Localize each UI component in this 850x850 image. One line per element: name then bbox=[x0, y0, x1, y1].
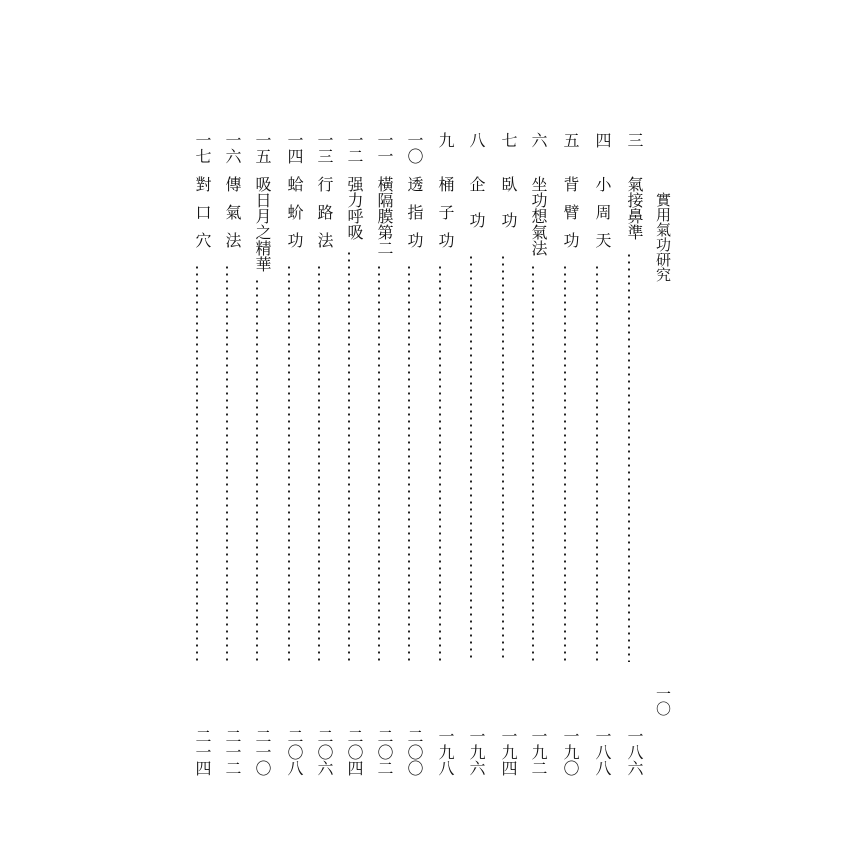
entry-page-number: 一八六 bbox=[625, 728, 644, 776]
entry-number: 一七 bbox=[193, 132, 212, 164]
dot-leader bbox=[532, 264, 534, 662]
entry-page-number: 一九〇 bbox=[561, 728, 580, 776]
toc-entry bbox=[427, 132, 453, 782]
entry-number: 四 bbox=[593, 132, 612, 148]
toc-entry bbox=[616, 132, 642, 782]
entry-number: 一六 bbox=[223, 132, 242, 164]
running-title: 實用氣功研究 bbox=[654, 192, 672, 282]
toc-entry bbox=[214, 132, 240, 782]
dot-leader bbox=[196, 264, 198, 662]
toc-entry bbox=[184, 132, 210, 782]
entry-number: 七 bbox=[499, 132, 518, 148]
toc-entry bbox=[396, 132, 422, 782]
entry-title: 坐功想氣法 bbox=[529, 176, 548, 256]
entry-number: 八 bbox=[467, 132, 486, 148]
toc-entry bbox=[276, 132, 302, 782]
entry-title: 傳氣法 bbox=[223, 176, 242, 260]
entry-page-number: 二〇〇 bbox=[405, 728, 424, 776]
entry-title: 蛤蚧功 bbox=[285, 176, 304, 260]
entry-page-number: 二〇四 bbox=[345, 728, 364, 776]
entry-title: 小周天 bbox=[593, 176, 612, 260]
dot-leader bbox=[408, 264, 410, 662]
entry-number: 一〇 bbox=[405, 132, 424, 164]
dot-leader bbox=[564, 264, 566, 662]
dot-leader bbox=[596, 264, 598, 662]
dot-leader bbox=[470, 254, 472, 662]
entry-number: 一三 bbox=[315, 132, 334, 164]
entry-page-number: 二一四 bbox=[193, 728, 212, 776]
toc-entry bbox=[490, 132, 516, 782]
entry-page-number: 一九八 bbox=[436, 728, 455, 776]
dot-leader bbox=[378, 264, 380, 662]
toc-entry bbox=[458, 132, 484, 782]
entry-title: 强力呼吸 bbox=[345, 176, 364, 240]
entry-number: 一五 bbox=[253, 132, 272, 164]
toc-entry bbox=[520, 132, 546, 782]
entry-title: 背臂功 bbox=[561, 176, 580, 260]
entry-title: 臥 功 bbox=[499, 176, 518, 230]
dot-leader bbox=[502, 254, 504, 662]
entry-title: 桶子功 bbox=[436, 176, 455, 260]
entry-page-number: 二一二 bbox=[223, 728, 242, 776]
entry-page-number: 一八八 bbox=[593, 728, 612, 776]
entry-title: 氣接鼻準 bbox=[625, 176, 644, 240]
dot-leader bbox=[348, 250, 350, 662]
toc-entry bbox=[306, 132, 332, 782]
entry-page-number: 一九六 bbox=[467, 728, 486, 776]
page-number: 一〇 bbox=[654, 686, 672, 716]
entry-title: 企 功 bbox=[467, 176, 486, 230]
dot-leader bbox=[628, 252, 630, 662]
toc-entry bbox=[366, 132, 392, 782]
entry-title: 吸日月之精華 bbox=[253, 176, 272, 272]
dot-leader bbox=[256, 278, 258, 662]
toc-entry bbox=[584, 132, 610, 782]
entry-number: 一一 bbox=[375, 132, 394, 164]
entry-page-number: 二〇六 bbox=[315, 728, 334, 776]
dot-leader bbox=[318, 264, 320, 662]
toc-entry bbox=[552, 132, 578, 782]
dot-leader bbox=[226, 264, 228, 662]
entry-title: 行路法 bbox=[315, 176, 334, 260]
entry-page-number: 二〇二 bbox=[375, 728, 394, 776]
toc-entry bbox=[244, 132, 270, 782]
toc-entry bbox=[336, 132, 362, 782]
dot-leader bbox=[288, 264, 290, 662]
entry-number: 六 bbox=[529, 132, 548, 148]
entry-page-number: 一九四 bbox=[499, 728, 518, 776]
entry-number: 一四 bbox=[285, 132, 304, 164]
entry-page-number: 二〇八 bbox=[285, 728, 304, 776]
dot-leader bbox=[439, 264, 441, 662]
entry-number: 一二 bbox=[345, 132, 364, 164]
entry-page-number: 一九二 bbox=[529, 728, 548, 776]
entry-title: 透指功 bbox=[405, 176, 424, 260]
entry-title: 對口穴 bbox=[193, 176, 212, 260]
entry-page-number: 二一〇 bbox=[253, 728, 272, 776]
entry-number: 九 bbox=[436, 132, 455, 148]
entry-title: 橫隔膜第二 bbox=[375, 176, 394, 256]
entry-number: 三 bbox=[625, 132, 644, 148]
entry-number: 五 bbox=[561, 132, 580, 148]
